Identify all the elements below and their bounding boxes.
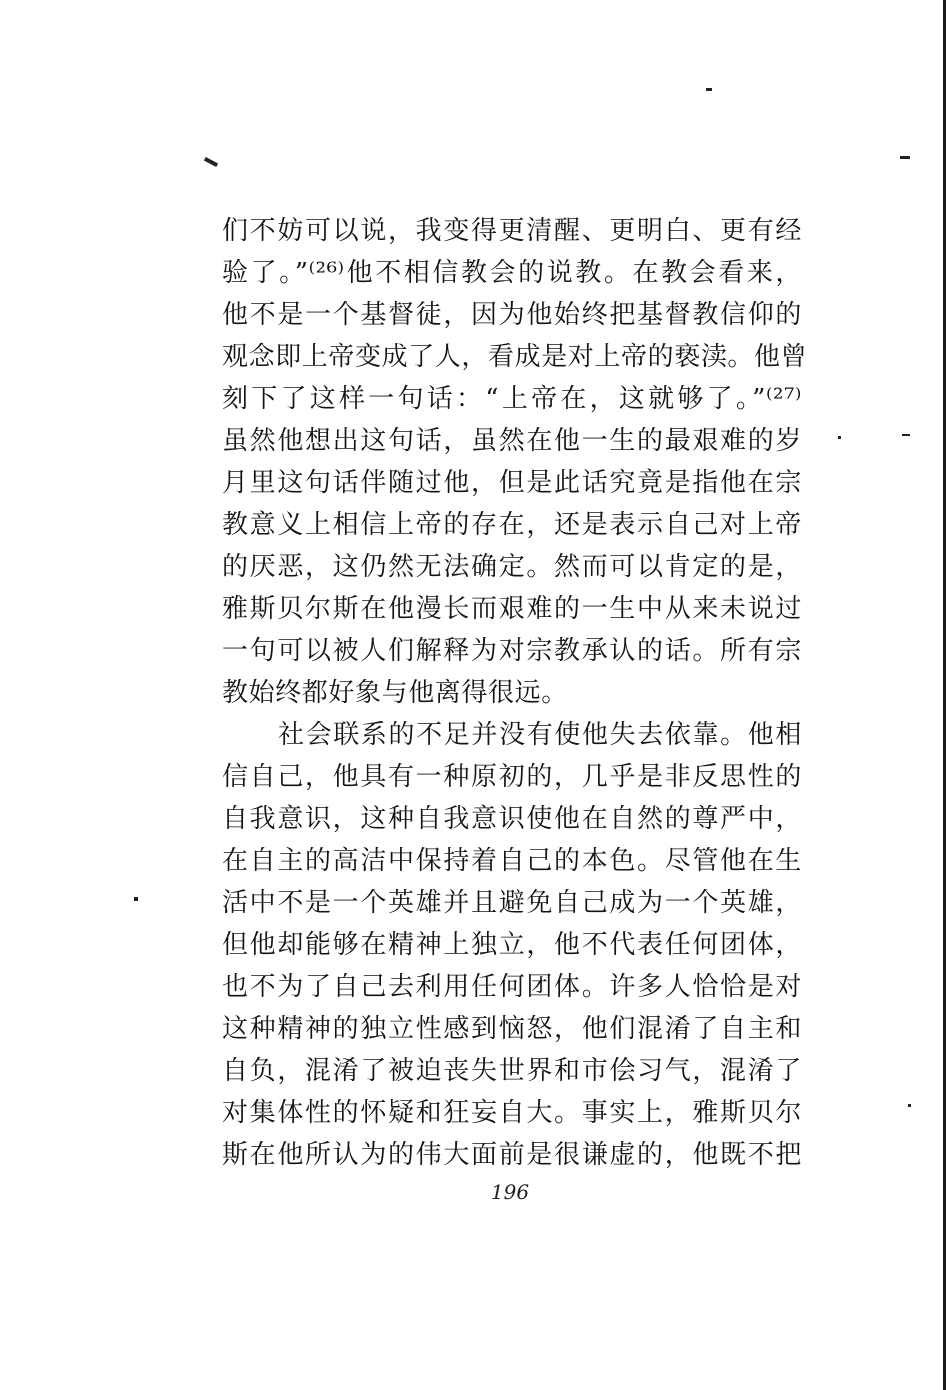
scan-speck bbox=[908, 1104, 911, 1107]
text-line: 观念即上帝变成了人，看成是对上帝的亵渎。他曾 bbox=[222, 342, 808, 372]
scan-speck bbox=[134, 897, 138, 901]
text-line: 他不是一个基督徒，因为他始终把基督教信仰的 bbox=[222, 300, 802, 330]
text-line: 在自主的高洁中保持着自己的本色。尽管他在生 bbox=[222, 846, 802, 876]
paragraph-first-line: 社会联系的不足并没有使他失去依靠。他相 bbox=[278, 720, 802, 750]
text-line: 教始终都好象与他离得很远。 bbox=[222, 678, 568, 708]
text-line: 活中不是一个英雄并且避免自己成为一个英雄， bbox=[222, 888, 802, 918]
text-line: 这种精神的独立性感到恼怒，他们混淆了自主和 bbox=[222, 1014, 802, 1044]
text-line: 教意义上相信上帝的存在，还是表示自己对上帝 bbox=[222, 510, 802, 540]
text-line: 也不为了自己去利用任何团体。许多人恰恰是对 bbox=[222, 972, 802, 1002]
scan-speck bbox=[900, 156, 910, 159]
text-line: 自负，混淆了被迫丧失世界和市侩习气，混淆了 bbox=[222, 1056, 802, 1086]
text-line: 斯在他所认为的伟大面前是很谦虚的，他既不把 bbox=[222, 1140, 802, 1170]
text-line: 信自己，他具有一种原初的，几乎是非反思性的 bbox=[222, 762, 802, 792]
scan-speck bbox=[204, 157, 218, 167]
page-number: 196 bbox=[490, 1180, 530, 1204]
text-line: 雅斯贝尔斯在他漫长而艰难的一生中从来未说过 bbox=[222, 594, 802, 624]
scan-speck bbox=[706, 88, 712, 91]
body-text bbox=[222, 210, 808, 1176]
text-line: 对集体性的怀疑和狂妄自大。事实上，雅斯贝尔 bbox=[222, 1098, 802, 1128]
text-line: 的厌恶，这仍然无法确定。然而可以肯定的是， bbox=[222, 552, 802, 582]
text-line: 一句可以被人们解释为对宗教承认的话。所有宗 bbox=[222, 636, 802, 666]
text-line: 验了。”⁽²⁶⁾他不相信教会的说教。在教会看来， bbox=[222, 258, 802, 288]
text-line: 月里这句话伴随过他，但是此话究竟是指他在宗 bbox=[222, 468, 802, 498]
scan-speck bbox=[838, 436, 841, 439]
scan-speck bbox=[902, 434, 910, 436]
text-line: 刻下了这样一句话：“上帝在，这就够了。”⁽²⁷⁾ bbox=[222, 384, 802, 414]
text-line: 但他却能够在精神上独立，他不代表任何团体， bbox=[222, 930, 802, 960]
text-line: 虽然他想出这句话，虽然在他一生的最艰难的岁 bbox=[222, 426, 802, 456]
text-line: 自我意识，这种自我意识使他在自然的尊严中， bbox=[222, 804, 802, 834]
text-line: 们不妨可以说，我变得更清醒、更明白、更有经 bbox=[222, 216, 802, 246]
